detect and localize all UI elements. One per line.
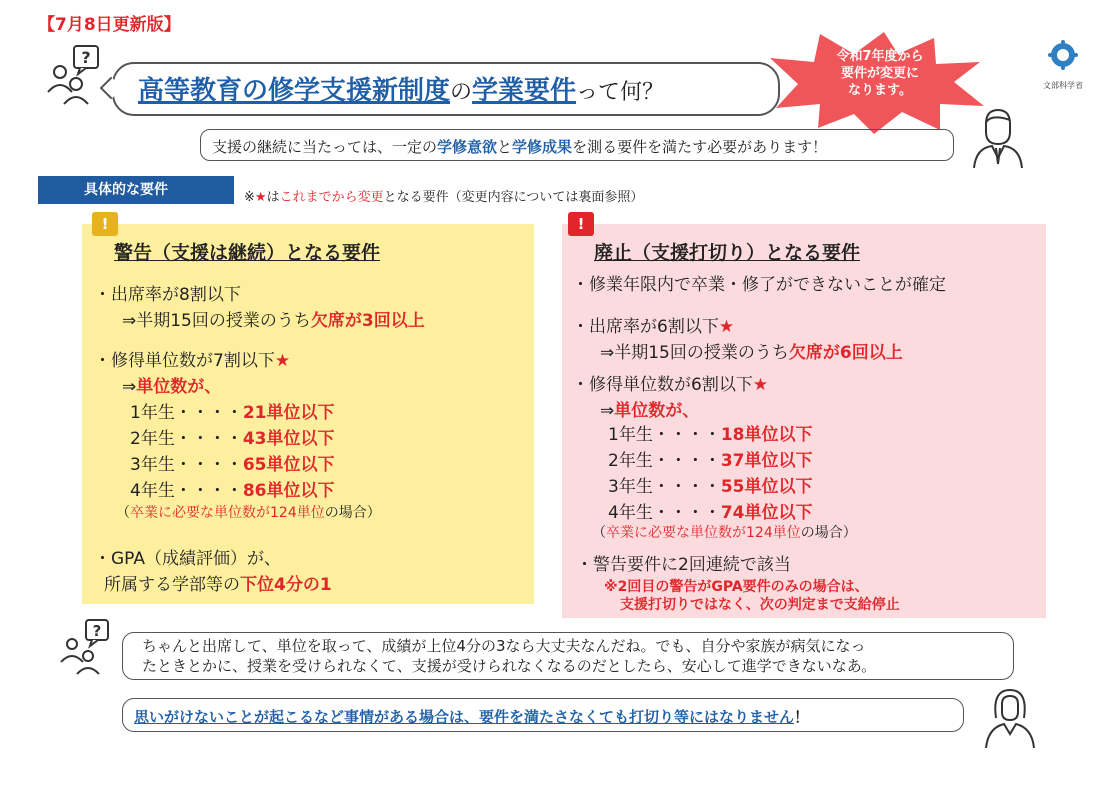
- warning-credits-star: ★: [274, 351, 291, 371]
- termination-year-label: 4年生・・・・: [608, 503, 721, 523]
- warning-attendance-detail-pre: ⇒半期15回の授業のうち: [122, 311, 311, 331]
- warning-year-row: [130, 398, 335, 423]
- reply-end: ！: [794, 708, 810, 726]
- warning-arrow: ⇒: [122, 377, 137, 397]
- warning-absence-threshold: 欠席が3回以上: [310, 311, 425, 331]
- warning-attendance-detail: [122, 306, 425, 331]
- warning-gpa: ・GPA（成績評価）が、: [94, 549, 281, 569]
- termination-credits-note: [592, 522, 857, 542]
- warning-year-label: 4年生・・・・: [130, 481, 243, 501]
- intro-post: を測る要件を満たす必要があります！: [572, 138, 828, 156]
- burst-line-1: 令和7年度から: [836, 49, 924, 64]
- warning-note-close: の場合）: [324, 505, 381, 521]
- requirements-header: 具体的な要件: [38, 176, 234, 204]
- termination-note-open: （: [592, 525, 606, 541]
- termination-consecutive: ・警告要件に2回連続で該当: [576, 555, 791, 575]
- termination-attendance-detail: [600, 338, 903, 363]
- termination-credits-text: ・修得単位数が6割以下: [572, 375, 753, 395]
- termination-year-row: [608, 498, 813, 523]
- termination-note-close: の場合）: [800, 525, 857, 541]
- warning-year-value: 65単位以下: [242, 455, 335, 475]
- warning-tag-icon: !: [92, 212, 118, 236]
- intro-pre: 支援の継続に当たっては、一定の: [212, 138, 438, 156]
- version-label: 【7月8日更新版】: [38, 15, 181, 35]
- note-changed: これまでから変更: [279, 190, 384, 205]
- termination-year-value: 74単位以下: [720, 503, 813, 523]
- speech-line-2: たときとかに、授業を受けられなくて、支援が受けられなくなるのだとしたら、安心して進学できないなあ。: [142, 657, 877, 675]
- termination-year-label: 3年生・・・・: [608, 477, 721, 497]
- warning-year-value: 43単位以下: [242, 429, 335, 449]
- svg-text:?: ?: [92, 622, 102, 640]
- warning-gpa-pre: 所属する学部等の: [104, 575, 240, 595]
- note-ha: は: [266, 190, 280, 205]
- warning-gpa-threshold: 下位4分の1: [240, 575, 332, 595]
- title-part-requirements: 学業要件: [472, 76, 577, 106]
- warning-year-row: [130, 424, 335, 449]
- warning-credits-label: 単位数が、: [136, 377, 222, 397]
- ministry-logo-text: 文部科学省: [1043, 81, 1083, 90]
- warning-year-label: 3年生・・・・: [130, 455, 243, 475]
- warning-year-row: [130, 450, 335, 475]
- warning-year-label: 2年生・・・・: [130, 429, 243, 449]
- warning-year-label: 1年生・・・・: [130, 403, 243, 423]
- svg-text:?: ?: [81, 48, 91, 67]
- termination-year-value: 55単位以下: [720, 477, 813, 497]
- title-part-no: の: [450, 80, 473, 105]
- termination-year-value: 37単位以下: [720, 451, 813, 471]
- intro-keyword-results: 学修成果: [512, 138, 573, 156]
- ministry-logo-icon: [1048, 40, 1078, 70]
- termination-attendance: [572, 312, 734, 337]
- staff-reply: [134, 706, 809, 727]
- termination-note-red: 卒業に必要な単位数が124単位: [606, 525, 801, 541]
- burst-line-2: 要件が変更に: [840, 66, 919, 81]
- termination-title: 廃止（支援打切り）となる要件: [594, 242, 861, 264]
- page-title: [138, 70, 664, 107]
- warning-note-open: （: [116, 505, 130, 521]
- warning-note-red: 卒業に必要な単位数が124単位: [130, 505, 325, 521]
- termination-term: ・修業年限内で卒業・修了ができないことが確定: [572, 275, 946, 295]
- warning-gpa-detail: [104, 570, 332, 595]
- intro-mid: と: [497, 138, 513, 156]
- reply-main: 思いがけないことが起こるなど事情がある場合は、要件を満たさなくても打切り等にはなりません: [134, 708, 795, 726]
- speech-line-1: ちゃんと出席して、単位を取って、成績が上位4分の3なら大丈夫なんだね。でも、自分や家族が病気になっ: [142, 637, 866, 655]
- termination-year-row: [608, 420, 813, 445]
- termination-credits-star: ★: [752, 375, 769, 395]
- warning-attendance: ・出席率が8割以下: [94, 285, 241, 305]
- termination-attendance-detail-pre: ⇒半期15回の授業のうち: [600, 343, 789, 363]
- termination-tag-icon: !: [568, 212, 594, 236]
- termination-absence-threshold: 欠席が6回以上: [788, 343, 903, 363]
- termination-year-label: 1年生・・・・: [608, 425, 721, 445]
- change-note: [244, 186, 643, 205]
- termination-credits-arrow: [600, 396, 699, 421]
- termination-year-row: [608, 472, 813, 497]
- termination-attendance-text: ・出席率が6割以下: [572, 317, 719, 337]
- termination-year-value: 18単位以下: [720, 425, 813, 445]
- staff-woman-icon: [980, 684, 1040, 748]
- termination-credits-label: 単位数が、: [614, 401, 700, 421]
- termination-consecutive-note-1: ※2回目の警告がGPA要件のみの場合は、: [604, 579, 869, 595]
- note-mark: ※: [244, 190, 255, 205]
- warning-credits-text: ・修得単位数が7割以下: [94, 351, 275, 371]
- intro-keyword-motivation: 学修意欲: [437, 138, 498, 156]
- title-part-system: 高等教育の修学支援新制度: [138, 76, 451, 106]
- note-post: となる要件（変更内容については裏面参照）: [383, 190, 644, 205]
- warning-year-value: 21単位以下: [242, 403, 335, 423]
- termination-year-label: 2年生・・・・: [608, 451, 721, 471]
- warning-year-value: 86単位以下: [242, 481, 335, 501]
- intro-text: [212, 136, 827, 157]
- warning-credits-arrow: [122, 372, 221, 397]
- change-notice: [832, 48, 928, 99]
- termination-arrow: ⇒: [600, 401, 615, 421]
- burst-line-3: なります。: [848, 83, 912, 98]
- title-part-question: って何？: [576, 80, 665, 105]
- student-speech: [142, 636, 1004, 676]
- warning-year-row: [130, 476, 335, 501]
- staff-man-icon: [966, 104, 1026, 168]
- warning-title: 警告（支援は継続）となる要件: [114, 242, 381, 264]
- question-person-icon: [40, 44, 106, 106]
- termination-consecutive-note-2: 支援打切りではなく、次の判定まで支給停止: [620, 597, 900, 613]
- warning-credits: [94, 346, 290, 371]
- termination-year-row: [608, 446, 813, 471]
- note-star: ★: [254, 190, 267, 205]
- termination-credits: [572, 370, 768, 395]
- warning-credits-note: [116, 502, 381, 522]
- question-person-icon: [56, 618, 116, 676]
- termination-attendance-star: ★: [718, 317, 735, 337]
